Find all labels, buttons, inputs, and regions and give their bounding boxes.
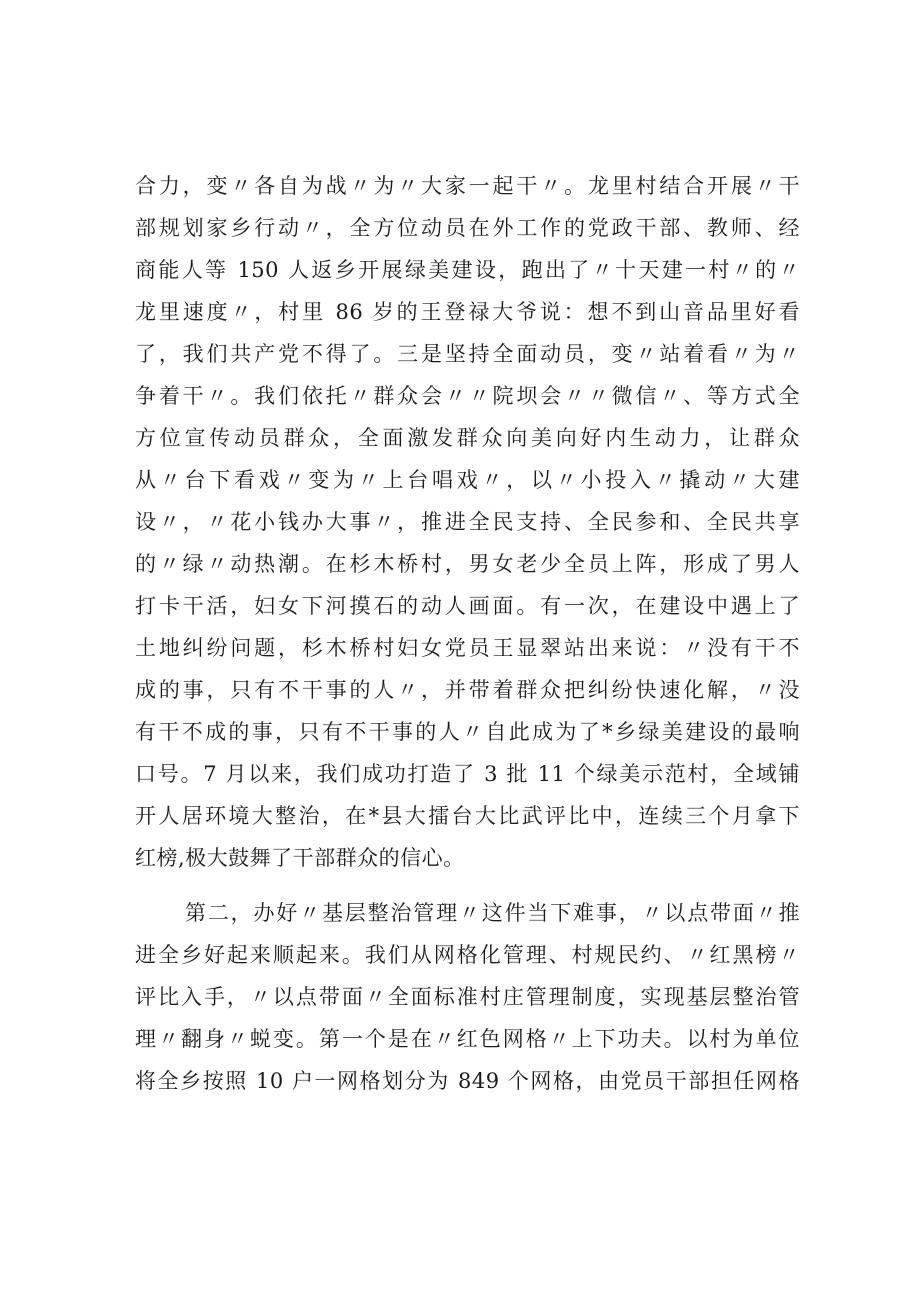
text-line: 部规划家乡行动〃，全方位动员在外工作的党政干部、教师、经 [135, 216, 800, 240]
text-line: 方位宣传动员群众，全面激发群众向美向好内生动力，让群众 [135, 426, 800, 450]
text-line: 的〃绿〃动热潮。在杉木桥村，男女老少全员上阵，形成了男人 [135, 552, 800, 576]
paragraph-1 [135, 165, 800, 879]
text-line: 有干不成的事，只有不干事的人〃自此成为了*乡绿美建设的最响 [135, 720, 800, 744]
text-line: 红榜,极大鼓舞了干部群众的信心。 [135, 846, 465, 870]
text-line: 商能人等 150 人返乡开展绿美建设，跑出了〃十天建一村〃的〃 [135, 258, 800, 282]
text-line: 评比入手，〃以点带面〃全面标准村庄管理制度，实现基层整治管 [135, 985, 800, 1009]
text-line: 理〃翻身〃蜕变。第一个是在〃红色网格〃上下功夫。以村为单位 [135, 1027, 800, 1051]
text-line: 口号。7 月以来，我们成功打造了 3 批 11 个绿美示范村，全域铺 [135, 762, 800, 786]
text-line: 第二，办好〃基层整治管理〃这件当下难事，〃以点带面〃推 [185, 901, 800, 925]
text-line: 龙里速度〃，村里 86 岁的王登禄大爷说：想不到山音品里好看 [135, 300, 800, 324]
paragraph-2 [135, 892, 800, 1102]
text-line: 合力，变〃各自为战〃为〃大家一起干〃。龙里村结合开展〃干 [135, 174, 800, 198]
text-line: 争着干〃。我们依托〃群众会〃〃院坝会〃〃微信〃、等方式全 [135, 384, 800, 408]
text-line: 从〃台下看戏〃变为〃上台唱戏〃，以〃小投入〃撬动〃大建 [135, 468, 800, 492]
text-line: 将全乡按照 10 户一网格划分为 849 个网格，由党员干部担任网格 [135, 1069, 800, 1093]
text-line: 土地纠纷问题，杉木桥村妇女党员王显翠站出来说：〃没有干不 [135, 636, 800, 660]
text-line: 了，我们共产党不得了。三是坚持全面动员，变〃站着看〃为〃 [135, 342, 800, 366]
text-line: 开人居环境大整治，在*县大擂台大比武评比中，连续三个月拿下 [135, 804, 800, 828]
text-line: 进全乡好起来顺起来。我们从网格化管理、村规民约、〃红黑榜〃 [135, 943, 800, 967]
text-line: 设〃，〃花小钱办大事〃，推进全民支持、全民参和、全民共享 [135, 510, 800, 534]
text-line: 成的事，只有不干事的人〃，并带着群众把纠纷快速化解，〃没 [135, 678, 800, 702]
text-line: 打卡干活，妇女下河摸石的动人画面。有一次，在建设中遇上了 [135, 594, 800, 618]
